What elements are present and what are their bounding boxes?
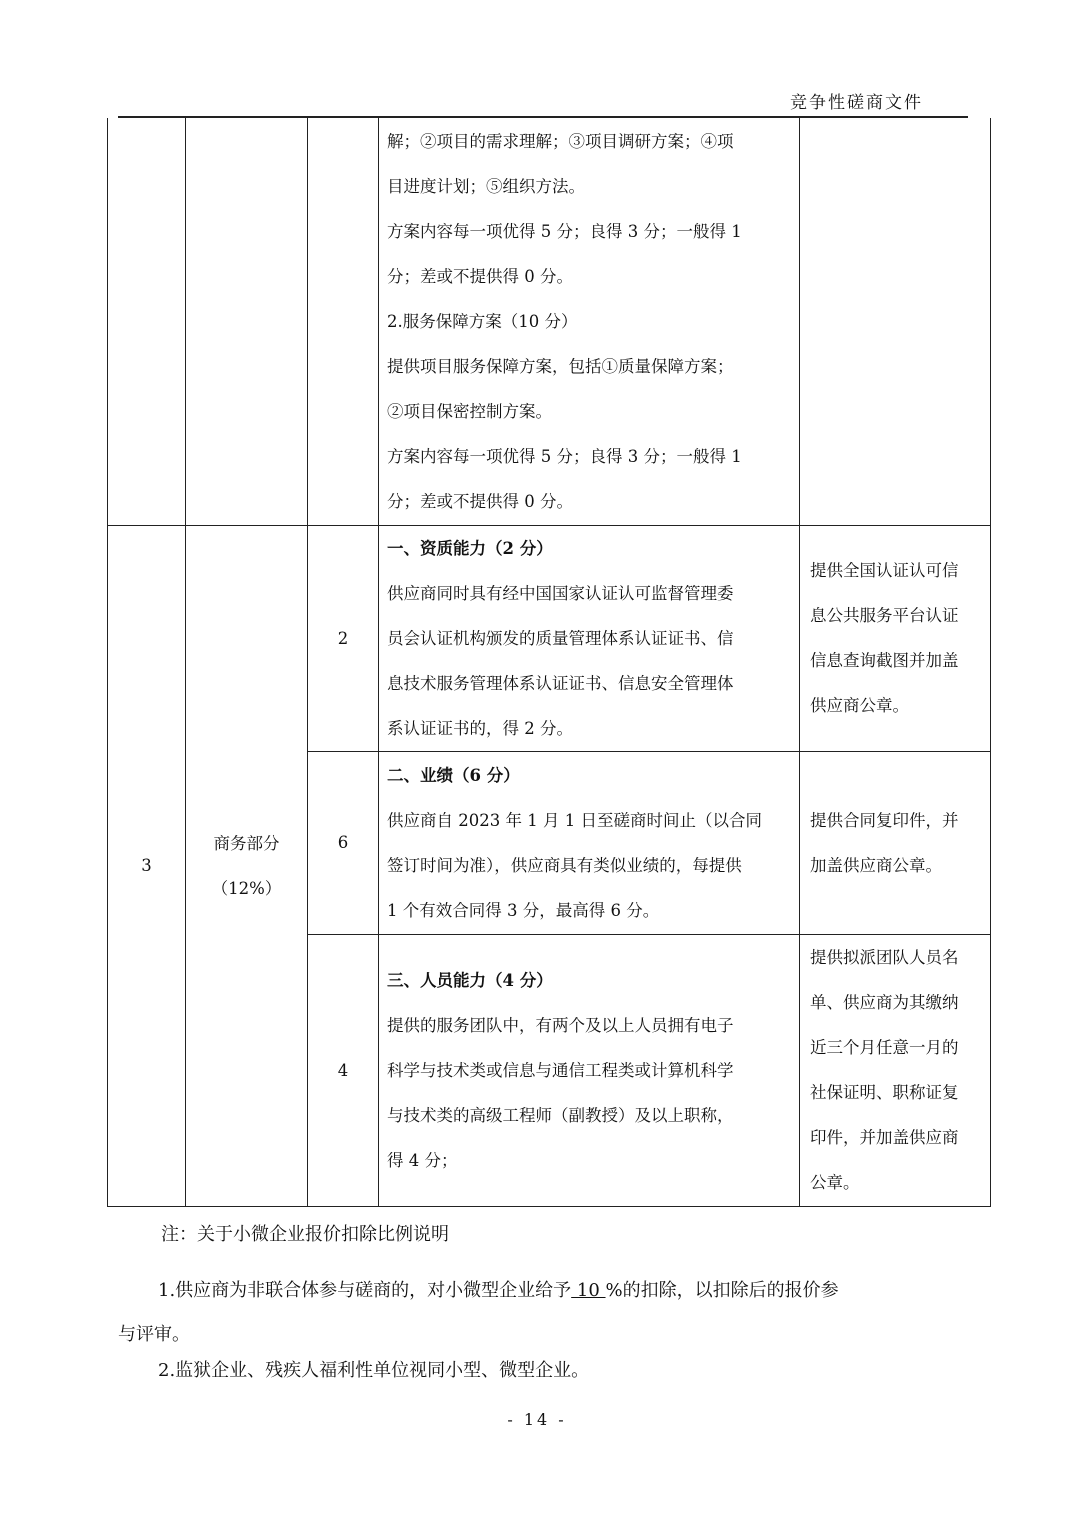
- criteria-line: 分；差或不提供得 0 分。: [387, 491, 573, 511]
- score-value: 4: [308, 934, 379, 1206]
- scoring-table: [107, 118, 991, 1207]
- criteria-line: 提供的服务团队中，有两个及以上人员拥有电子: [387, 1015, 734, 1035]
- criteria-line: 2.服务保障方案（10 分）: [387, 311, 578, 331]
- evidence-line: 社保证明、职称证复: [810, 1083, 959, 1102]
- evidence-line: 提供拟派团队人员名: [810, 948, 959, 967]
- criteria-line: 息技术服务管理体系认证证书、信息安全管理体: [387, 673, 734, 693]
- score-value: 2: [308, 525, 379, 751]
- evidence-line: 供应商公章。: [810, 696, 909, 715]
- evidence-line: 加盖供应商公章。: [810, 855, 942, 875]
- evidence-line: 公章。: [810, 1173, 860, 1192]
- criteria-line: 供应商同时具有经中国国家认证认可监督管理委: [387, 583, 734, 603]
- evidence-line: 近三个月任意一月的: [810, 1038, 959, 1057]
- evidence-line: 印件，并加盖供应商: [810, 1128, 959, 1147]
- notes-item-1-cont: 与评审。: [118, 1324, 190, 1345]
- document-header-title: 竞争性磋商文件: [790, 93, 923, 113]
- criteria-line: 系认证证书的，得 2 分。: [387, 718, 573, 738]
- notes-item-2: 2.监狱企业、残疾人福利性单位视同小型、微型企业。: [158, 1360, 590, 1381]
- criteria-line: 解；②项目的需求理解；③项目调研方案；④项: [387, 131, 734, 151]
- row-index: 3: [108, 525, 186, 1206]
- index-cell-empty: [108, 118, 186, 525]
- criteria-line: 方案内容每一项优得 5 分；良得 3 分；一般得 1: [387, 221, 742, 241]
- category-cell-empty: [186, 118, 308, 525]
- discount-rate: 10: [571, 1280, 606, 1301]
- criteria-line: 方案内容每一项优得 5 分；良得 3 分；一般得 1: [387, 446, 742, 466]
- evidence-line: 信息查询截图并加盖: [810, 651, 959, 670]
- criteria-heading: 二、业绩（6 分）: [387, 765, 520, 785]
- criteria-cell: [379, 118, 800, 525]
- criteria-line: 提供项目服务保障方案，包括①质量保障方案；: [387, 356, 734, 376]
- evidence-line: 单、供应商为其缴纳: [810, 993, 959, 1012]
- category-weight: （12%）: [211, 878, 282, 898]
- criteria-line: 员会认证机构颁发的质量管理体系认证证书、信: [387, 628, 734, 648]
- criteria-cell: [379, 525, 800, 751]
- criteria-line: 签订时间为准），供应商具有类似业绩的，每提供: [387, 855, 742, 875]
- criteria-line: ②项目保密控制方案。: [387, 401, 552, 421]
- evidence-line: 息公共服务平台认证: [810, 606, 959, 625]
- category-label: 商务部分: [213, 833, 280, 853]
- criteria-line: 目进度计划；⑤组织方法。: [387, 176, 585, 196]
- criteria-line: 供应商自 2023 年 1 月 1 日至磋商时间止（以合同: [387, 810, 762, 830]
- evidence-cell-empty: [800, 118, 991, 525]
- criteria-heading: 三、人员能力（4 分）: [387, 970, 553, 990]
- criteria-line: 分；差或不提供得 0 分。: [387, 266, 573, 286]
- table-row-continued: [108, 118, 991, 525]
- notes-item-1: [118, 1269, 978, 1357]
- notes-item-1-prefix: 1.供应商为非联合体参与磋商的，对小微型企业给予: [158, 1280, 572, 1301]
- score-cell-empty: [308, 118, 379, 525]
- criteria-cell: [379, 934, 800, 1206]
- notes-item-1-suffix: %的扣除，以扣除后的报价参: [605, 1280, 839, 1301]
- category-cell: [186, 525, 308, 1206]
- evidence-cell: [800, 525, 991, 751]
- table-row-qualification: [108, 525, 991, 751]
- evidence-line: 提供合同复印件，并: [810, 810, 959, 830]
- evidence-cell: [800, 751, 991, 934]
- criteria-line: 科学与技术类或信息与通信工程类或计算机科学: [387, 1060, 734, 1080]
- evidence-line: 提供全国认证认可信: [810, 561, 959, 580]
- page-number: - 14 -: [507, 1410, 567, 1429]
- score-value: 6: [308, 751, 379, 934]
- notes-title: 注：关于小微企业报价扣除比例说明: [161, 1224, 449, 1245]
- evidence-cell: [800, 934, 991, 1206]
- criteria-line: 与技术类的高级工程师（副教授）及以上职称，: [387, 1105, 734, 1125]
- criteria-cell: [379, 751, 800, 934]
- criteria-line: 1 个有效合同得 3 分，最高得 6 分。: [387, 900, 660, 920]
- criteria-line: 得 4 分；: [387, 1150, 458, 1170]
- criteria-heading: 一、资质能力（2 分）: [387, 538, 553, 558]
